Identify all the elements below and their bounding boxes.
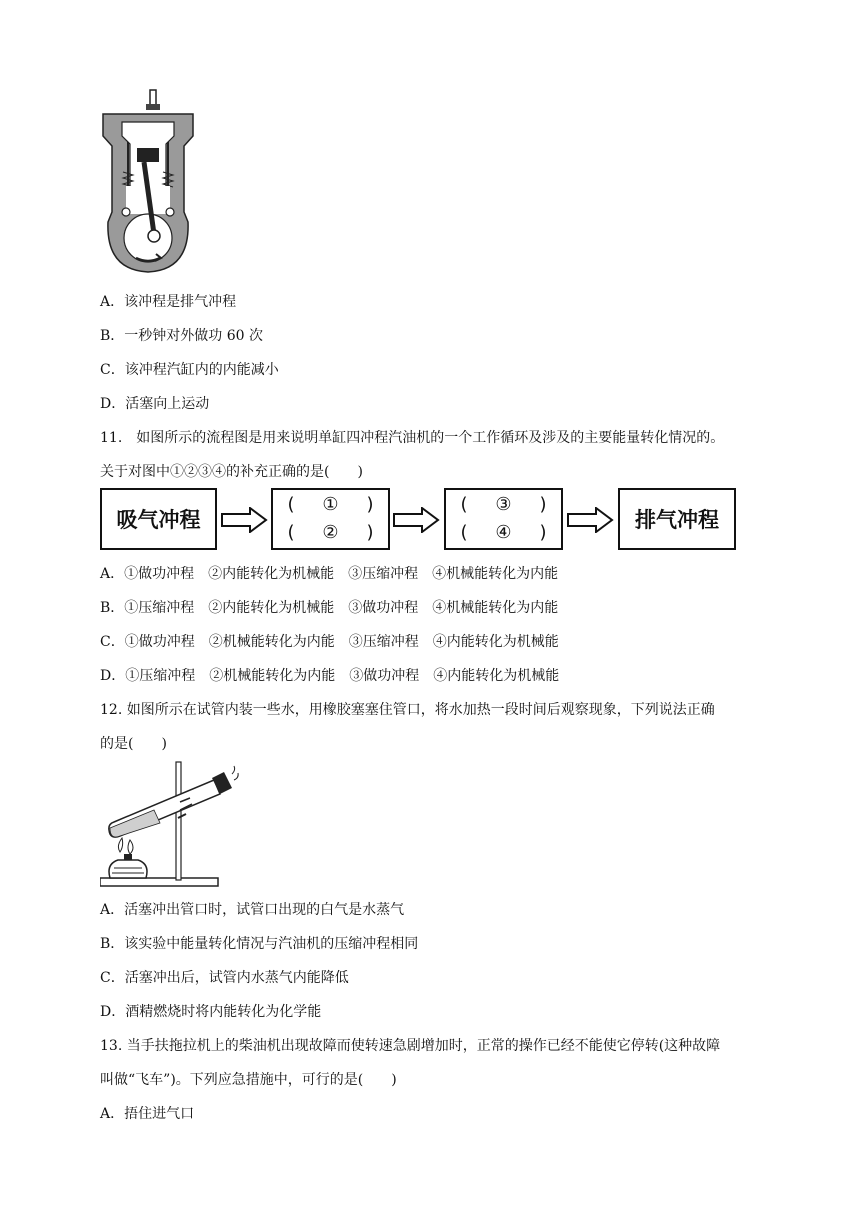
q13-stem-line1: 13. 当手扶拖拉机上的柴油机出现故障而使转速急剧增加时，正常的操作已经不能使它停转(这种故障 — [100, 1038, 721, 1054]
flow-arrow-3 — [566, 507, 614, 533]
blank-marker-2: ② — [322, 522, 339, 543]
q10-option-a: A．该冲程是排气冲程 — [100, 294, 237, 310]
flow-box-exhaust — [618, 488, 736, 550]
blank-marker-3: ③ — [495, 494, 512, 515]
flow-box-blank-3-4 — [444, 488, 563, 550]
q13-stem-line2: 叫做“飞车”)。下列应急措施中，可行的是( ) — [100, 1072, 397, 1088]
q12-option-c: C．活塞冲出后，试管内水蒸气内能降低 — [100, 970, 349, 986]
q11-stem-line2: 关于对图中①②③④的补充正确的是( ) — [100, 464, 363, 480]
blank-row-4: ( ④ ) — [461, 519, 547, 547]
four-stroke-flowchart — [100, 488, 740, 552]
q12-stem-line1: 12. 如图所示在试管内装一些水，用橡胶塞塞住管口，将水加热一段时间后观察现象，下列说法正确 — [100, 702, 715, 718]
blank-marker-1: ① — [322, 494, 339, 515]
blank-row-1: ( ① ) — [288, 491, 374, 519]
flow-box-intake — [100, 488, 217, 550]
flow-box-blank-1-2 — [271, 488, 390, 550]
q11-option-c: C．①做功冲程 ②机械能转化为内能 ③压缩冲程 ④内能转化为机械能 — [100, 634, 559, 650]
q12-option-a: A．活塞冲出管口时，试管口出现的白气是水蒸气 — [100, 902, 405, 918]
q11-option-b: B．①压缩冲程 ②内能转化为机械能 ③做功冲程 ④机械能转化为内能 — [100, 600, 559, 616]
q12-option-b: B．该实验中能量转化情况与汽油机的压缩冲程相同 — [100, 936, 419, 952]
test-tube-heating-figure — [100, 760, 240, 890]
blank-marker-4: ④ — [495, 522, 512, 543]
q10-option-d: D．活塞向上运动 — [100, 396, 210, 412]
q10-option-b: B．一秒钟对外做功 60 次 — [100, 328, 264, 344]
engine-cylinder-figure — [100, 88, 196, 280]
q10-option-c: C．该冲程汽缸内的内能减小 — [100, 362, 279, 378]
q11-option-d: D．①压缩冲程 ②机械能转化为内能 ③做功冲程 ④内能转化为机械能 — [100, 668, 560, 684]
q13-option-a: A．捂住进气口 — [100, 1106, 195, 1122]
flow-arrow-2 — [392, 507, 440, 533]
blank-row-3: ( ③ ) — [461, 491, 547, 519]
flow-arrow-1 — [220, 507, 268, 533]
q12-option-d: D．酒精燃烧时将内能转化为化学能 — [100, 1004, 322, 1020]
flow-box-intake-label: 吸气冲程 — [116, 508, 201, 532]
q12-stem-line2: 的是( ) — [100, 736, 167, 752]
flow-box-exhaust-label: 排气冲程 — [635, 508, 719, 532]
q11-stem-line1: 11. 如图所示的流程图是用来说明单缸四冲程汽油机的一个工作循环及涉及的主要能量转化情况的。 — [100, 430, 725, 446]
q11-option-a: A．①做功冲程 ②内能转化为机械能 ③压缩冲程 ④机械能转化为内能 — [100, 566, 559, 582]
blank-row-2: ( ② ) — [288, 519, 374, 547]
